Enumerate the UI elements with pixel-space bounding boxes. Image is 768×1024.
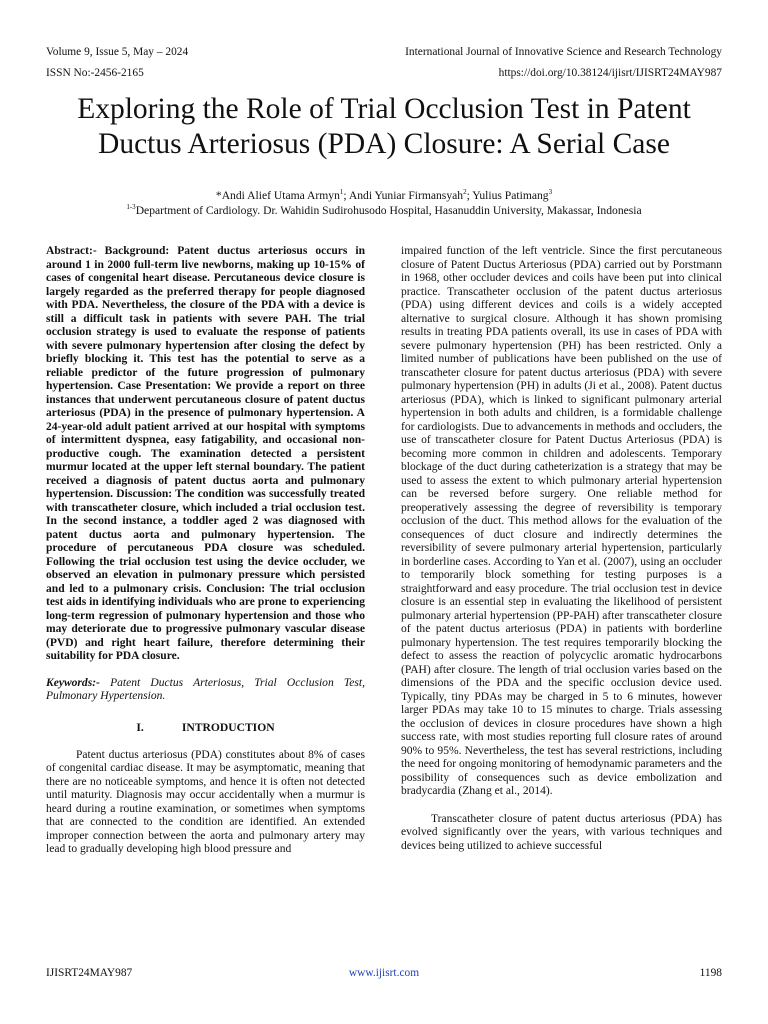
author-2: ; Andi Yuniar Firmansyah — [343, 189, 464, 202]
keywords — [46, 677, 365, 704]
section-title: INTRODUCTION — [181, 720, 275, 734]
running-header-bottom — [46, 66, 722, 80]
running-header-top — [46, 45, 722, 59]
paper-title-line-1: Exploring the Role of Trial Occlusion Test in Patent — [77, 93, 691, 125]
section-number: I. — [136, 720, 144, 734]
footer-website-link[interactable]: www.ijisrt.com — [348, 967, 420, 979]
author-2-affil: 2 — [463, 188, 467, 197]
affiliation-text: Department of Cardiology. Dr. Wahidin Sudirohusodo Hospital, Hasanuddin University, Makassar, Indonesia — [135, 204, 642, 217]
keywords-text: Patent Ductus Arteriosus, Trial Occlusion Test, Pulmonary Hypertension. — [46, 676, 365, 702]
journal-name: International Journal of Innovative Science and Research Technology — [405, 46, 722, 58]
author-list — [30, 189, 738, 203]
affiliation — [30, 204, 738, 218]
paper-title — [30, 92, 738, 162]
intro-paragraph-2: Transcatheter closure of patent ductus arteriosus (PDA) has evolved significantly over the years, with various techniques and devices being utilized to achieve successful — [401, 812, 722, 852]
volume-issue: Volume 9, Issue 5, May – 2024 — [46, 46, 189, 58]
right-column — [401, 245, 722, 853]
issn: ISSN No:-2456-2165 — [46, 67, 144, 79]
author-1-affil: 1 — [339, 188, 344, 197]
page-number: 1198 — [699, 967, 722, 979]
keywords-label: Keywords:- — [46, 676, 100, 689]
doi-link[interactable]: https://doi.org/10.38124/ijisrt/IJISRT24MAY987 — [498, 67, 722, 79]
affiliation-marker: 1-3 — [126, 203, 136, 212]
author-3: ; Yulius Patimang — [466, 189, 549, 202]
abstract: Abstract:- Background: Patent ductus arteriosus occurs in around 1 in 2000 full-term live newborns, making up 10-15% of cases of congenital heart disease. Percutaneous device closure is largely regarded as the preferred therapy for people diagnosed with PDA. Nevertheless, the closure of the PDA with a device is still a difficult task in patients with severe PAH. The trial occlusion strategy is used to evaluate the response of patients with severe pulmonary hypertension after closing the defect by briefly blocking it. This test has the potential to serve as a reliable predictor of the future progression of pulmonary hypertension. Case Presentation: We provide a report on three instances that underwent percutaneous closure of patent ductus arteriosus (PDA) in the presence of pulmonary hypertension. A 24-year-old adult patient arrived at our hospital with symptoms of intermittent dyspnea, easy fatigability, and occasional non-productive cough. The examination detected a persistent murmur located at the upper left sternal boundary. The patient received a diagnosis of patent ductus aorta and pulmonary hypertension. Discussion: The condition was successfully treated with transcatheter closure, which included a trial occlusion test. In the second instance, a toddler aged 2 was diagnosed with patent ductus aorta and pulmonary hypertension. The procedure of percutaneous PDA closure was scheduled. Following the trial occlusion test using the device occluder, we observed an elevation in pulmonary pressure which persisted and led to a pulmonary crisis. Conclusion: The trial occlusion test aids in identifying individuals who are prone to experiencing long-term regression of pulmonary hypertension and those who may deteriorate due to progressive pulmonary vascular disease (PVD) and right heart failure, therefore determining their suitability for PDA closure. — [46, 245, 365, 662]
author-1: *Andi Alief Utama Armyn — [215, 189, 340, 202]
paper-title-line-2: Ductus Arteriosus (PDA) Closure: A Serial Case — [98, 128, 670, 160]
author-3-affil: 3 — [548, 188, 553, 197]
footer-article-id: IJISRT24MAY987 — [46, 967, 133, 979]
intro-paragraph-1: Patent ductus arteriosus (PDA) constitutes about 8% of cases of congenital cardiac disease. It may be asymptomatic, meaning that there are no noticeable symptoms, and hence it is often not detected until maturity. Diagnosis may occur accidentally when a murmur is heard during a routine examination, or sometimes when symptoms that are connected to the condition are identified. An extended improper connection between the aorta and pulmonary artery may lead to gradually developing high blood pressure and — [46, 748, 365, 855]
section-heading-introduction — [46, 721, 365, 735]
intro-paragraph-1-continued: impaired function of the left ventricle. Since the first percutaneous closure of Patent Ductus Arteriosus (PDA) carried out by Porstmann in 1968, other occluder devices and coils have been put into clinical practice. Transcatheter occlusion of the patent ductus arteriosus (PDA) using different devices and coils is a widely accepted alternative to surgical closure. Although it has shown promising results in treating PDA patients overall, its use in cases of PDA with severe pulmonary hypertension (PH) has been restricted. Only a limited number of publications have been published on the use of transcatheter closure for patent ductus arteriosus (PDA) with severe pulmonary hypertension (PH) in adults (Ji et al., 2008). Patent ductus arteriosus (PDA), which is linked to significant pulmonary arterial hypertension in both adults and children, is a formidable challenge for cardiologists. Due to advancements in methods and occluders, the use of transcatheter closure for Patent Ductus Arteriosus (PDA) is becoming more common in children and adolescents. Temporary blockage of the duct during catheterization is a strategy that may be used to assess the extent to which pulmonary arterial hypertension can be reversed before surgery. One reliable method for preoperatively assessing the degree of reversibility is temporary occlusion of the duct. This method allows for the evaluation of the consequences of duct closure and indirectly determines the reversibility of severe pulmonary arterial hypertension, particularly in borderline cases. According to Yan et al. (2007), using an occluder to temporarily block something for testing purposes is a straightforward and easy procedure. The trial occlusion test in device closure is an essential step in evaluating the likelihood of persistent pulmonary arterial hypertension (PP-PAH) after transcatheter closure of the patent ductus arteriosus (PDA) in patients with borderline pulmonary hypertension. The test requires temporarily blocking the defect to assess the reaction of polycyclic aromatic hydrocarbons (PAH) after closure. The length of trial occlusion varies based on the dimensions of the PDA and the specific occlusion device used. Typically, tiny PDAs may be charged in 5 to 6 minutes, however larger PDAs may take 10 to 15 minutes to charge. Trials assessing the occlusion of devices in closure procedures have shown a high success rate, with most studies reporting full closure rates of around 90% to 95%. Nevertheless, the test has several restrictions, including the need for ongoing monitoring of hemodynamic parameters and the possibility of consequences such as device embolization and bradycardia (Zhang et al., 2014). — [401, 245, 722, 797]
left-column — [46, 245, 365, 857]
